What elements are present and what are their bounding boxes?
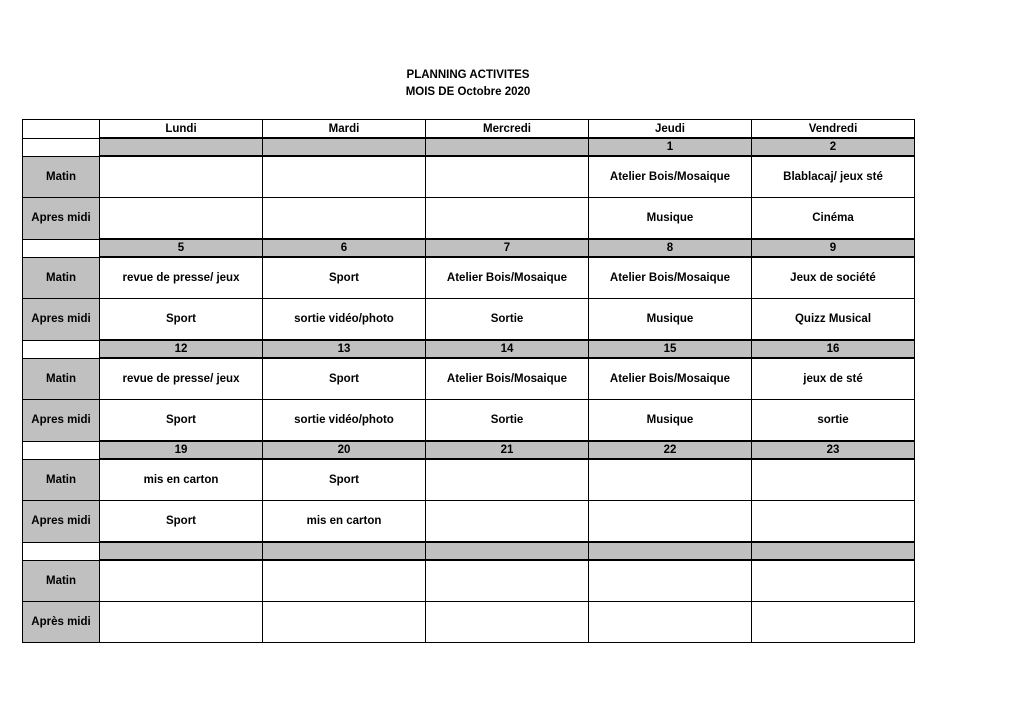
matin-row-week-3 (23, 358, 915, 400)
activity-cell: sortie vidéo/photo (263, 299, 426, 341)
date-cell: 12 (100, 340, 263, 358)
day-header-row (23, 120, 915, 139)
activity-cell (589, 560, 752, 602)
activity-cell (752, 501, 915, 543)
date-cell (263, 542, 426, 560)
activity-cell (100, 560, 263, 602)
matin-row-week-5 (23, 560, 915, 602)
activity-cell: Atelier Bois/Mosaique (589, 257, 752, 299)
date-cell: 1 (589, 138, 752, 156)
activity-cell (426, 459, 589, 501)
date-cell: 22 (589, 441, 752, 459)
activity-cell: Cinéma (752, 198, 915, 240)
apres-midi-label: Apres midi (23, 400, 100, 442)
date-cell: 16 (752, 340, 915, 358)
activity-cell: Sport (100, 299, 263, 341)
activity-cell: jeux de sté (752, 358, 915, 400)
date-cell: 5 (100, 239, 263, 257)
activity-cell: Atelier Bois/Mosaique (589, 358, 752, 400)
activity-cell: Musique (589, 400, 752, 442)
activity-cell: Sortie (426, 299, 589, 341)
activity-cell: sortie vidéo/photo (263, 400, 426, 442)
date-cell (100, 138, 263, 156)
apres-midi-row-week-5 (23, 602, 915, 643)
day-header-vendredi: Vendredi (752, 120, 915, 139)
date-row-week-5 (23, 542, 915, 560)
day-header-lundi: Lundi (100, 120, 263, 139)
activity-cell: Atelier Bois/Mosaique (426, 358, 589, 400)
date-cell (752, 542, 915, 560)
activity-cell: Atelier Bois/Mosaique (426, 257, 589, 299)
apres-midi-row-week-1 (23, 198, 915, 240)
activity-cell: Sport (263, 459, 426, 501)
date-cell (100, 542, 263, 560)
matin-label: Matin (23, 257, 100, 299)
planning-title: PLANNING ACTIVITES (406, 69, 530, 81)
matin-label: Matin (23, 358, 100, 400)
date-cell: 14 (426, 340, 589, 358)
date-cell: 2 (752, 138, 915, 156)
apres-midi-row-week-2 (23, 299, 915, 341)
date-cell: 15 (589, 340, 752, 358)
date-cell: 19 (100, 441, 263, 459)
activity-cell: Sport (263, 358, 426, 400)
activity-cell: Musique (589, 198, 752, 240)
activity-cell: Sport (263, 257, 426, 299)
date-cell (263, 138, 426, 156)
activity-cell: revue de presse/ jeux (100, 257, 263, 299)
corner-cell (23, 120, 100, 139)
date-row-week-4 (23, 441, 915, 459)
date-cell (589, 542, 752, 560)
matin-row-week-2 (23, 257, 915, 299)
date-cell: 8 (589, 239, 752, 257)
matin-row-week-1 (23, 156, 915, 198)
activity-cell: Atelier Bois/Mosaique (589, 156, 752, 198)
date-row-label (23, 138, 100, 156)
date-cell: 20 (263, 441, 426, 459)
activity-cell: Quizz Musical (752, 299, 915, 341)
activity-cell (263, 602, 426, 643)
date-cell: 13 (263, 340, 426, 358)
activity-cell: Blablacaj/ jeux sté (752, 156, 915, 198)
activity-cell: Sport (100, 400, 263, 442)
apres-midi-label: Apres midi (23, 198, 100, 240)
activity-cell: Jeux de société (752, 257, 915, 299)
matin-label: Matin (23, 459, 100, 501)
planning-table (22, 119, 915, 643)
date-row-week-1 (23, 138, 915, 156)
activity-cell: revue de presse/ jeux (100, 358, 263, 400)
date-row-week-3 (23, 340, 915, 358)
date-row-label (23, 239, 100, 257)
activity-cell (263, 156, 426, 198)
apres-midi-label: Apres midi (23, 299, 100, 341)
day-header-mercredi: Mercredi (426, 120, 589, 139)
activity-cell (589, 459, 752, 501)
date-row-label (23, 441, 100, 459)
date-row-label (23, 542, 100, 560)
activity-cell (426, 198, 589, 240)
activity-cell: Sortie (426, 400, 589, 442)
date-row-week-2 (23, 239, 915, 257)
activity-cell (589, 501, 752, 543)
day-header-mardi: Mardi (263, 120, 426, 139)
apres-midi-label: Après midi (23, 602, 100, 643)
apres-midi-row-week-3 (23, 400, 915, 442)
date-cell (426, 542, 589, 560)
activity-cell (263, 560, 426, 602)
day-header-jeudi: Jeudi (589, 120, 752, 139)
activity-cell (752, 560, 915, 602)
activity-cell (426, 602, 589, 643)
month-subtitle: MOIS DE Octobre 2020 (405, 86, 531, 98)
activity-cell (752, 602, 915, 643)
matin-row-week-4 (23, 459, 915, 501)
activity-cell (100, 198, 263, 240)
date-cell (426, 138, 589, 156)
date-cell: 9 (752, 239, 915, 257)
activity-cell (263, 198, 426, 240)
date-row-label (23, 340, 100, 358)
activity-cell (100, 602, 263, 643)
apres-midi-row-week-4 (23, 501, 915, 543)
activity-cell: sortie (752, 400, 915, 442)
activity-cell (426, 560, 589, 602)
matin-label: Matin (23, 560, 100, 602)
date-cell: 7 (426, 239, 589, 257)
activity-cell: mis en carton (100, 459, 263, 501)
activity-cell (426, 501, 589, 543)
activity-cell (752, 459, 915, 501)
activity-cell: mis en carton (263, 501, 426, 543)
activity-cell (589, 602, 752, 643)
date-cell: 23 (752, 441, 915, 459)
apres-midi-label: Apres midi (23, 501, 100, 543)
activity-cell (100, 156, 263, 198)
matin-label: Matin (23, 156, 100, 198)
activity-cell: Musique (589, 299, 752, 341)
activity-cell: Sport (100, 501, 263, 543)
activity-cell (426, 156, 589, 198)
date-cell: 21 (426, 441, 589, 459)
date-cell: 6 (263, 239, 426, 257)
